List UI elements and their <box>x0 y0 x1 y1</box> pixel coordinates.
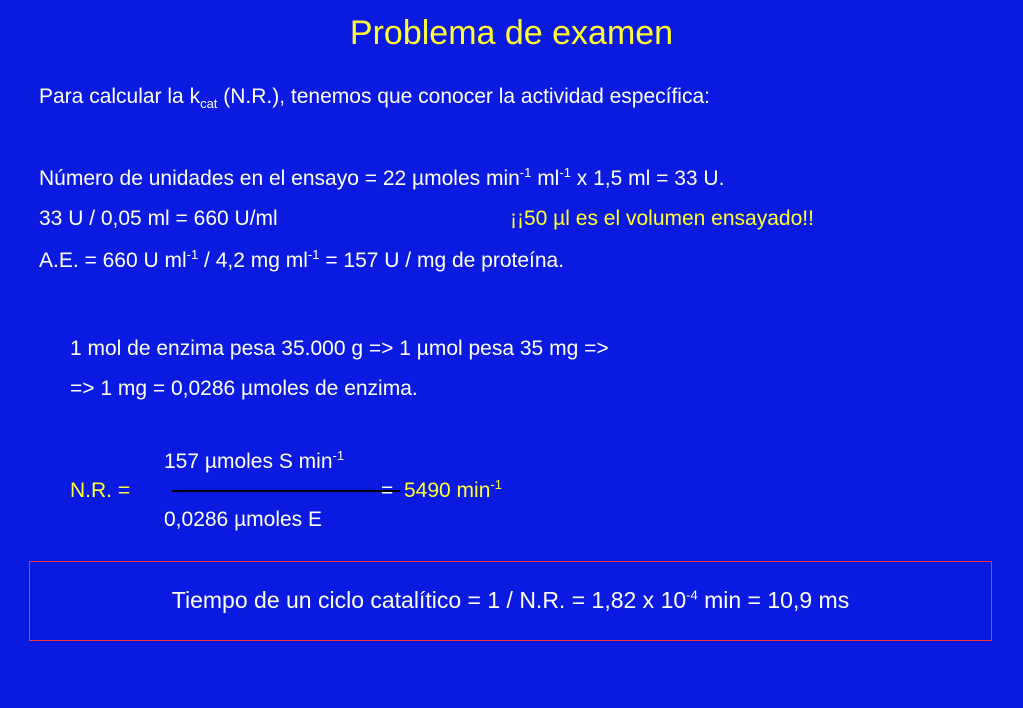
ae-sup-2: -1 <box>307 247 320 262</box>
ae-sup-1: -1 <box>186 247 199 262</box>
cycle-sup: -4 <box>686 587 698 603</box>
activity-line: 33 U / 0,05 ml = 660 U/ml <box>39 207 278 230</box>
fraction-bar <box>172 490 400 492</box>
result-sup: -1 <box>490 477 502 492</box>
fraction-numerator <box>164 450 344 474</box>
fraction-denominator: 0,0286 µmoles E <box>164 508 323 531</box>
intro-text-before: Para calcular la k <box>39 85 201 108</box>
fraction-equals: = <box>381 479 394 502</box>
ae-text-2: / 4,2 mg ml <box>198 249 308 272</box>
units-sup-1: -1 <box>519 165 532 180</box>
mol-line-1: 1 mol de enzima pesa 35.000 g => 1 µmol pesa 35 mg => <box>70 337 609 360</box>
result-text: 5490 min <box>404 479 491 502</box>
ae-text-1: A.E. = 660 U ml <box>39 249 187 272</box>
kcat-subscript: cat <box>200 96 218 112</box>
cycle-text-2: min = 10,9 ms <box>697 587 850 613</box>
page-title: Problema de examen <box>349 14 674 52</box>
ae-line <box>39 249 564 273</box>
nr-label: N.R. = <box>70 479 131 502</box>
units-line <box>39 167 724 191</box>
units-sup-2: -1 <box>559 165 571 180</box>
numerator-text: 157 µmoles S min <box>164 450 333 473</box>
numerator-sup: -1 <box>332 448 345 463</box>
units-text-2: ml <box>531 167 560 190</box>
units-text-3: x 1,5 ml = 33 U. <box>570 167 725 190</box>
cycle-text-1: Tiempo de un ciclo catalítico = 1 / N.R. = 1,82 x 10 <box>171 587 687 613</box>
ae-text-3: = 157 U / mg de proteína. <box>319 249 565 272</box>
units-text-1: Número de unidades en el ensayo = 22 µmoles min <box>39 167 520 190</box>
volume-note: ¡¡50 µl es el volumen ensayado!! <box>510 207 814 230</box>
mol-line-2: => 1 mg = 0,0286 µmoles de enzima. <box>70 377 418 400</box>
intro-text-after: (N.R.), tenemos que conocer la actividad específica: <box>217 85 710 108</box>
cycle-time-text <box>30 587 991 614</box>
cycle-time-box <box>29 561 992 641</box>
nr-result <box>404 479 502 503</box>
intro-line <box>39 85 710 112</box>
